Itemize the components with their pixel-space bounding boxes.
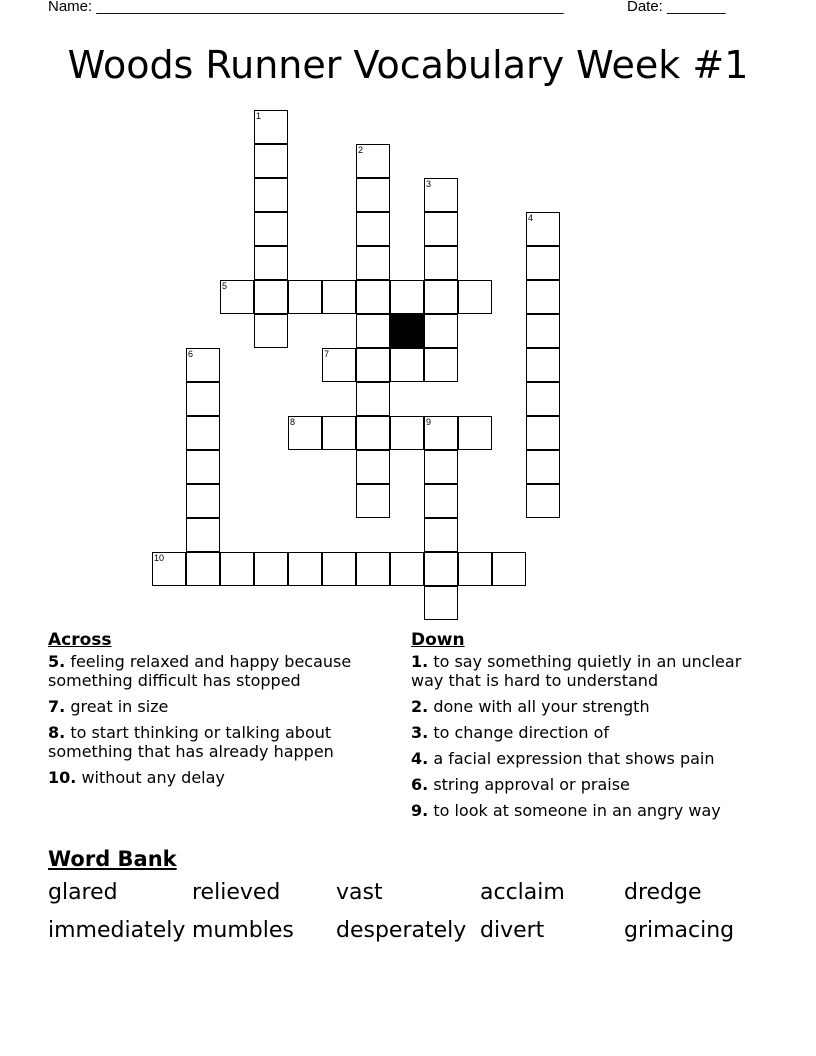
clue-number: 3. xyxy=(411,723,429,742)
crossword-cell[interactable] xyxy=(526,212,560,246)
crossword-cell[interactable] xyxy=(390,416,424,450)
clue-number: 8. xyxy=(48,723,66,742)
crossword-cell[interactable] xyxy=(526,348,560,382)
crossword-cell[interactable] xyxy=(254,552,288,586)
clue-down-9 xyxy=(411,801,771,820)
crossword-cell[interactable] xyxy=(288,552,322,586)
word-bank-item: acclaim xyxy=(480,880,565,905)
clue-number: 5. xyxy=(48,652,66,671)
clue-text: to look at someone in an angry way xyxy=(433,801,721,820)
clue-text: to change direction of xyxy=(433,723,610,742)
cell-number: 10 xyxy=(154,553,165,563)
crossword-cell[interactable] xyxy=(458,552,492,586)
clue-text: without any delay xyxy=(81,768,225,787)
date-field-label[interactable]: Date: _______ xyxy=(627,0,726,15)
crossword-cell[interactable] xyxy=(186,450,220,484)
cell-number: 3 xyxy=(426,179,432,189)
cell-number: 8 xyxy=(290,417,296,427)
crossword-cell[interactable] xyxy=(492,552,526,586)
crossword-cell[interactable] xyxy=(356,280,390,314)
down-clues xyxy=(411,630,771,827)
clue-down-2 xyxy=(411,697,771,716)
crossword-cell[interactable] xyxy=(356,484,390,518)
clue-number: 6. xyxy=(411,775,429,794)
crossword-cell[interactable] xyxy=(458,280,492,314)
crossword-cell[interactable] xyxy=(186,552,220,586)
word-bank-item: grimacing xyxy=(624,918,735,943)
crossword-cell[interactable] xyxy=(152,552,186,586)
name-field-label[interactable]: Name: ________________________________________________________ xyxy=(48,0,564,15)
crossword-cell[interactable] xyxy=(526,416,560,450)
crossword-cell[interactable] xyxy=(424,484,458,518)
clue-down-4 xyxy=(411,749,771,768)
crossword-cell[interactable] xyxy=(356,450,390,484)
word-bank-item: vast xyxy=(336,880,383,905)
clue-down-1 xyxy=(411,652,771,690)
cell-number: 5 xyxy=(222,281,228,291)
crossword-cell[interactable] xyxy=(526,280,560,314)
crossword-cell[interactable] xyxy=(322,416,356,450)
crossword-cell[interactable] xyxy=(424,416,458,450)
clue-text: feeling relaxed and happy because something difficult has stopped xyxy=(48,652,352,690)
clue-number: 10. xyxy=(48,768,77,787)
crossword-cell[interactable] xyxy=(186,518,220,552)
crossword-cell[interactable] xyxy=(356,314,390,348)
clue-across-5 xyxy=(48,652,393,690)
crossword-cell[interactable] xyxy=(424,518,458,552)
cell-number: 4 xyxy=(528,213,534,223)
crossword-cell[interactable] xyxy=(424,212,458,246)
crossword-cell[interactable] xyxy=(424,348,458,382)
word-bank-item: relieved xyxy=(192,880,281,905)
crossword-cell[interactable] xyxy=(424,246,458,280)
clue-text: done with all your strength xyxy=(433,697,650,716)
clue-number: 7. xyxy=(48,697,66,716)
crossword-cell[interactable] xyxy=(424,280,458,314)
crossword-cell[interactable] xyxy=(390,280,424,314)
crossword-cell[interactable] xyxy=(186,484,220,518)
crossword-cell[interactable] xyxy=(356,178,390,212)
crossword-cell[interactable] xyxy=(526,484,560,518)
word-bank-item: immediately xyxy=(48,918,186,943)
crossword-cell[interactable] xyxy=(390,348,424,382)
word-bank-item: dredge xyxy=(624,880,702,905)
crossword-cell[interactable] xyxy=(356,246,390,280)
crossword-cell[interactable] xyxy=(186,382,220,416)
crossword-cell[interactable] xyxy=(322,552,356,586)
clue-number: 1. xyxy=(411,652,429,671)
crossword-cell[interactable] xyxy=(322,280,356,314)
crossword-cell[interactable] xyxy=(424,552,458,586)
crossword-cell[interactable] xyxy=(254,212,288,246)
clue-text: to say something quietly in an unclear way that is hard to understand xyxy=(411,652,742,690)
clue-text: string approval or praise xyxy=(433,775,630,794)
cell-number: 2 xyxy=(358,145,364,155)
cell-number: 6 xyxy=(188,349,194,359)
crossword-cell[interactable] xyxy=(254,178,288,212)
clue-number: 9. xyxy=(411,801,429,820)
crossword-cell[interactable] xyxy=(186,416,220,450)
clue-text: a facial expression that shows pain xyxy=(433,749,715,768)
word-bank-item: glared xyxy=(48,880,118,905)
clue-down-6 xyxy=(411,775,771,794)
crossword-cell[interactable] xyxy=(526,450,560,484)
crossword-cell[interactable] xyxy=(356,144,390,178)
crossword-cell[interactable] xyxy=(356,348,390,382)
clue-number: 4. xyxy=(411,749,429,768)
crossword-cell[interactable] xyxy=(254,246,288,280)
crossword-cell[interactable] xyxy=(254,314,288,348)
crossword-cell[interactable] xyxy=(458,416,492,450)
clue-across-10 xyxy=(48,768,393,787)
clue-across-7 xyxy=(48,697,393,716)
clue-number: 2. xyxy=(411,697,429,716)
crossword-cell[interactable] xyxy=(288,280,322,314)
crossword-cell[interactable] xyxy=(424,586,458,620)
blocked-cell xyxy=(390,314,424,348)
crossword-cell[interactable] xyxy=(254,280,288,314)
crossword-cell[interactable] xyxy=(254,144,288,178)
word-bank-title: Word Bank xyxy=(48,847,177,871)
clue-text: great in size xyxy=(70,697,169,716)
crossword-cell[interactable] xyxy=(356,552,390,586)
clue-across-8 xyxy=(48,723,393,761)
cell-number: 7 xyxy=(324,349,330,359)
crossword-cell[interactable] xyxy=(526,314,560,348)
crossword-cell[interactable] xyxy=(220,280,254,314)
cell-number: 9 xyxy=(426,417,432,427)
crossword-cell[interactable] xyxy=(424,178,458,212)
crossword-cell[interactable] xyxy=(390,552,424,586)
across-clues xyxy=(48,630,393,794)
word-bank xyxy=(48,880,768,944)
clue-down-3 xyxy=(411,723,771,742)
clue-text: to start thinking or talking about something that has already happen xyxy=(48,723,334,761)
crossword-cell[interactable] xyxy=(356,416,390,450)
crossword-cell[interactable] xyxy=(254,110,288,144)
crossword-cell[interactable] xyxy=(288,416,322,450)
crossword-cell[interactable] xyxy=(356,212,390,246)
cell-number: 1 xyxy=(256,111,262,121)
crossword-cell[interactable] xyxy=(526,246,560,280)
crossword-cell[interactable] xyxy=(424,314,458,348)
page-title: Woods Runner Vocabulary Week #1 xyxy=(67,43,749,87)
crossword-cell[interactable] xyxy=(526,382,560,416)
word-bank-item: desperately xyxy=(336,918,467,943)
down-heading: Down xyxy=(411,630,465,650)
crossword-cell[interactable] xyxy=(220,552,254,586)
crossword-cell[interactable] xyxy=(186,348,220,382)
word-bank-item: mumbles xyxy=(192,918,294,943)
crossword-cell[interactable] xyxy=(322,348,356,382)
across-heading: Across xyxy=(48,630,112,650)
crossword-cell[interactable] xyxy=(424,450,458,484)
word-bank-item: divert xyxy=(480,918,545,943)
crossword-cell[interactable] xyxy=(356,382,390,416)
